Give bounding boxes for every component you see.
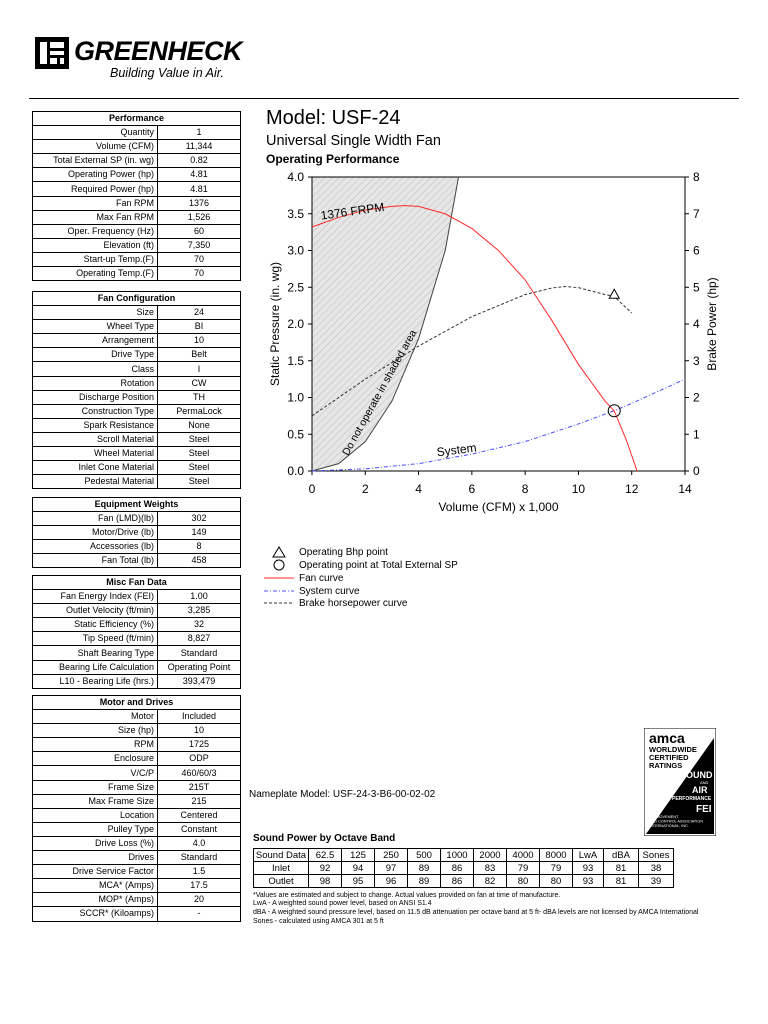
spec-value: Standard (158, 646, 241, 660)
y-axis-label: Static Pressure (in. wg) (268, 261, 282, 387)
table-row (33, 766, 241, 780)
sound-cell: 82 (474, 875, 507, 888)
spec-value: 1725 (158, 738, 241, 752)
table-row (33, 893, 241, 907)
spec-label: Static Efficiency (%) (33, 618, 158, 632)
amca-seal-text: SOUND (680, 770, 713, 780)
table-row (33, 390, 241, 404)
sound-power-title: Sound Power by Octave Band (253, 833, 396, 844)
table-row (254, 862, 674, 875)
y-tick-label: 2.5 (287, 280, 304, 295)
spec-label: Rotation (33, 376, 158, 390)
sound-power-table (253, 848, 674, 888)
y-tick-label: 1.0 (287, 390, 304, 405)
spec-value: BI (158, 320, 241, 334)
table-row (33, 710, 241, 724)
spec-label: Construction Type (33, 404, 158, 418)
operating-bhp-marker (609, 289, 619, 298)
spec-value: 32 (158, 618, 241, 632)
amca-seal-org-text: AND CONTROL ASSOCIATION (649, 819, 704, 824)
spec-value: PermaLock (158, 404, 241, 418)
x-tick-label: 0 (308, 482, 316, 496)
triangle-legend-icon (264, 546, 294, 558)
legend-item (264, 585, 360, 597)
spec-table-title: Motor and Drives (33, 696, 241, 710)
spec-label: Required Power (hp) (33, 182, 158, 196)
table-row (33, 752, 241, 766)
nameplate-model: Nameplate Model: USF-24-3-B6-00-02-02 (249, 789, 436, 800)
spec-table-title: Misc Fan Data (33, 576, 241, 590)
spec-label: MCA* (Amps) (33, 879, 158, 893)
spec-value: CW (158, 376, 241, 390)
spec-label: Pulley Type (33, 822, 158, 836)
amca-seal-word: amca (649, 730, 685, 746)
section-title: Operating Performance (266, 152, 400, 166)
spec-value: 20 (158, 893, 241, 907)
sound-cell: 93 (573, 862, 604, 875)
spec-label: Drive Service Factor (33, 865, 158, 879)
spec-value: 10 (158, 724, 241, 738)
table-row (33, 182, 241, 196)
spec-label: Fan (LMD)(lb) (33, 512, 158, 526)
amca-seal-text: FEI (696, 804, 712, 815)
spec-value: Constant (158, 822, 241, 836)
sound-cell: 79 (540, 862, 573, 875)
spec-label: Operating Power (hp) (33, 168, 158, 182)
sound-cell: 79 (507, 862, 540, 875)
table-row (33, 320, 241, 334)
x-tick-label: 6 (468, 482, 476, 496)
header-divider (29, 98, 739, 99)
system-curve-label: System (435, 440, 478, 460)
table-row (254, 875, 674, 888)
brand-tagline: Building Value in Air. (110, 66, 224, 80)
y2-tick-label: 0 (693, 464, 700, 478)
sound-cell: 80 (540, 875, 573, 888)
y2-tick-label: 4 (693, 317, 700, 331)
table-row (33, 154, 241, 168)
spec-table-performance (32, 111, 241, 281)
model-title: Model: USF-24 (266, 107, 401, 129)
table-row (33, 822, 241, 836)
spec-label: SCCR* (Kiloamps) (33, 907, 158, 921)
spec-value: - (158, 907, 241, 921)
sound-cell: 2000 (474, 849, 507, 862)
spec-value: 0.82 (158, 154, 241, 168)
table-row (33, 418, 241, 432)
legend-item (264, 559, 458, 571)
sound-cell: 4000 (507, 849, 540, 862)
sound-cell: 93 (573, 875, 604, 888)
spec-label: RPM (33, 738, 158, 752)
sound-cell: 98 (309, 875, 342, 888)
x-axis-label: Volume (CFM) x 1,000 (438, 500, 559, 514)
shaded-area-label: Do not operate in shaded area (340, 327, 420, 458)
spec-value: 460/60/3 (158, 766, 241, 780)
x-tick-label: 4 (415, 482, 422, 496)
spec-label: Fan RPM (33, 196, 158, 210)
spec-value: 1376 (158, 196, 241, 210)
x-tick-label: 10 (571, 482, 586, 496)
table-row (33, 461, 241, 475)
spec-value: Belt (158, 348, 241, 362)
sound-cell: 89 (408, 875, 441, 888)
spec-label: Tip Speed (ft/min) (33, 632, 158, 646)
spec-value: TH (158, 390, 241, 404)
table-row (33, 526, 241, 540)
table-row (33, 879, 241, 893)
sound-cell: 38 (639, 862, 674, 875)
spec-label: Shaft Bearing Type (33, 646, 158, 660)
spec-value: 1,526 (158, 210, 241, 224)
spec-label: Fan Total (lb) (33, 554, 158, 568)
table-row (33, 646, 241, 660)
brand-name: GREENHECK (74, 36, 243, 66)
spec-label: Drives (33, 851, 158, 865)
sound-cell: 96 (375, 875, 408, 888)
spec-value: 60 (158, 224, 241, 238)
amca-certified-seal (644, 728, 716, 836)
spec-value: 24 (158, 306, 241, 320)
table-row (33, 447, 241, 461)
spec-value: Steel (158, 432, 241, 446)
table-row (33, 475, 241, 489)
table-row (33, 126, 241, 140)
fan-performance-chart (262, 165, 722, 517)
spec-label: Max Fan RPM (33, 210, 158, 224)
spec-label: L10 - Bearing Life (hrs.) (33, 674, 158, 688)
table-row (33, 512, 241, 526)
spec-label: Wheel Material (33, 447, 158, 461)
y2-tick-label: 3 (693, 353, 700, 368)
sound-cell: 39 (639, 875, 674, 888)
table-row (33, 140, 241, 154)
spec-label: Wheel Type (33, 320, 158, 334)
spec-label: Spark Resistance (33, 418, 158, 432)
spec-label: Oper. Frequency (Hz) (33, 224, 158, 238)
table-row (33, 252, 241, 266)
spec-value: 17.5 (158, 879, 241, 893)
spec-value: 1.00 (158, 590, 241, 604)
sound-note: *Values are estimated and subject to change. Actual values provided on fan at time of manufacture. (253, 892, 561, 899)
spec-label: Drive Type (33, 348, 158, 362)
table-row (33, 224, 241, 238)
y-tick-label: 4.0 (287, 170, 304, 184)
spec-label: Inlet Cone Material (33, 461, 158, 475)
spec-label: Accessories (lb) (33, 540, 158, 554)
spec-table-fan-configuration (32, 291, 241, 489)
y2-tick-label: 8 (693, 170, 700, 184)
spec-label: Quantity (33, 126, 158, 140)
greenheck-logo-icon (34, 36, 70, 70)
table-row (33, 604, 241, 618)
table-row (33, 362, 241, 376)
spec-value: 1.5 (158, 865, 241, 879)
sound-cell: 125 (342, 849, 375, 862)
spec-label: MOP* (Amps) (33, 893, 158, 907)
spec-label: Outlet Velocity (ft/min) (33, 604, 158, 618)
sound-cell: Inlet (254, 862, 309, 875)
spec-label: Motor/Drive (lb) (33, 526, 158, 540)
sound-note: Sones - calculated using AMCA 301 at 5 ft (253, 918, 384, 925)
legend-label: Operating Bhp point (299, 546, 388, 558)
spec-label: Start-up Temp.(F) (33, 252, 158, 266)
table-row (33, 632, 241, 646)
spec-label: Bearing Life Calculation (33, 660, 158, 674)
sound-note: LwA - A weighted sound power level, based on ANSI S1.4 (253, 900, 432, 907)
sound-cell: 92 (309, 862, 342, 875)
sound-header-row (254, 849, 674, 862)
x-tick-label: 2 (361, 482, 369, 496)
black-dashed-legend-icon (264, 597, 294, 609)
spec-value: 4.81 (158, 168, 241, 182)
legend-item (264, 597, 407, 609)
spec-value: 7,350 (158, 238, 241, 252)
spec-value: 4.81 (158, 182, 241, 196)
sound-cell: LwA (573, 849, 604, 862)
table-row (33, 168, 241, 182)
sound-note: dBA - A weighted sound pressure level, based on 11.5 dB attenuation per octave band at 5 ft- dBA levels are not licensed by AMCA International (253, 909, 699, 916)
table-row (33, 724, 241, 738)
spec-value: 10 (158, 334, 241, 348)
sound-cell: Outlet (254, 875, 309, 888)
amca-seal-text: AIR (692, 785, 708, 795)
spec-label: Discharge Position (33, 390, 158, 404)
amca-seal-text: AND (700, 780, 709, 785)
spec-label: Fan Energy Index (FEI) (33, 590, 158, 604)
spec-label: Size (hp) (33, 724, 158, 738)
spec-label: Frame Size (33, 780, 158, 794)
spec-value: ODP (158, 752, 241, 766)
x-tick-label: 14 (678, 482, 692, 496)
table-row (33, 865, 241, 879)
sound-cell: Sound Data (254, 849, 309, 862)
table-row (33, 851, 241, 865)
table-row (33, 334, 241, 348)
spec-value: Steel (158, 461, 241, 475)
spec-label: Operating Temp.(F) (33, 267, 158, 281)
table-row (33, 348, 241, 362)
spec-value: 215T (158, 780, 241, 794)
legend-label: Operating point at Total External SP (299, 559, 458, 571)
amca-seal-org-text: INTERNATIONAL, INC. (649, 824, 689, 828)
spec-table-title: Fan Configuration (33, 292, 241, 306)
sound-cell: 8000 (540, 849, 573, 862)
amca-seal-text: PERFORMANCE (672, 796, 712, 802)
table-row (33, 836, 241, 850)
spec-label: Enclosure (33, 752, 158, 766)
y-tick-label: 0.5 (287, 427, 304, 442)
y-tick-label: 3.0 (287, 243, 304, 258)
sound-cell: 500 (408, 849, 441, 862)
spec-value: 11,344 (158, 140, 241, 154)
spec-value: 8 (158, 540, 241, 554)
shaded-stall-region (312, 177, 459, 471)
amca-seal-text: CERTIFIED (649, 753, 689, 762)
amca-seal-text: WORLDWIDE (649, 745, 697, 754)
table-row (33, 554, 241, 568)
x-tick-label: 8 (521, 482, 529, 496)
spec-label: Motor (33, 710, 158, 724)
table-row (33, 808, 241, 822)
table-row (33, 376, 241, 390)
spec-label: Location (33, 808, 158, 822)
table-row (33, 540, 241, 554)
sound-cell: 1000 (441, 849, 474, 862)
sound-cell: 83 (474, 862, 507, 875)
spec-value: Steel (158, 475, 241, 489)
table-row (33, 432, 241, 446)
table-row (33, 404, 241, 418)
spec-value: Operating Point (158, 660, 241, 674)
spec-label: Max Frame Size (33, 794, 158, 808)
spec-value: Included (158, 710, 241, 724)
sound-cell: 62.5 (309, 849, 342, 862)
spec-label: V/C/P (33, 766, 158, 780)
legend-label: Fan curve (299, 572, 344, 584)
sound-cell: 94 (342, 862, 375, 875)
model-subtitle: Universal Single Width Fan (266, 133, 441, 149)
spec-value: 4.0 (158, 836, 241, 850)
spec-label: Scroll Material (33, 432, 158, 446)
sound-cell: 81 (604, 875, 639, 888)
spec-value: None (158, 418, 241, 432)
spec-value: 302 (158, 512, 241, 526)
y2-tick-label: 2 (693, 390, 700, 405)
sound-cell: 80 (507, 875, 540, 888)
table-row (33, 267, 241, 281)
sound-cell: 86 (441, 875, 474, 888)
y2-tick-label: 5 (693, 280, 700, 295)
spec-value: 149 (158, 526, 241, 540)
legend-label: Brake horsepower curve (299, 597, 408, 609)
spec-label: Arrangement (33, 334, 158, 348)
spec-table-title: Equipment Weights (33, 498, 241, 512)
sound-cell: 81 (604, 862, 639, 875)
spec-label: Volume (CFM) (33, 140, 158, 154)
spec-value: 8,827 (158, 632, 241, 646)
table-row (33, 674, 241, 688)
circle-legend-icon (264, 559, 294, 571)
spec-value: Standard (158, 851, 241, 865)
x-tick-label: 12 (625, 482, 639, 496)
y2-tick-label: 6 (693, 243, 700, 258)
spec-label: Class (33, 362, 158, 376)
sound-cell: 86 (441, 862, 474, 875)
table-row (33, 660, 241, 674)
table-row (33, 618, 241, 632)
y-tick-label: 2.0 (287, 317, 304, 331)
sound-cell: Sones (639, 849, 674, 862)
spec-value: Steel (158, 447, 241, 461)
spec-label: Drive Loss (%) (33, 836, 158, 850)
red-line-legend-icon (264, 572, 294, 584)
y2-tick-label: 7 (693, 206, 700, 221)
legend-label: System curve (299, 585, 360, 597)
table-row (33, 196, 241, 210)
spec-table-motor-and-drives (32, 695, 241, 922)
table-row (33, 590, 241, 604)
table-row (33, 306, 241, 320)
spec-label: Size (33, 306, 158, 320)
spec-value: Centered (158, 808, 241, 822)
spec-value: 215 (158, 794, 241, 808)
sound-cell: 97 (375, 862, 408, 875)
spec-value: 1 (158, 126, 241, 140)
spec-value: 70 (158, 252, 241, 266)
table-row (33, 907, 241, 921)
amca-seal-org-text: AIR MOVEMENT (649, 815, 679, 819)
spec-value: I (158, 362, 241, 376)
fan-curve-label: 1376 FRPM (319, 199, 386, 223)
amca-seal-text: RATINGS (649, 761, 683, 770)
spec-table-title: Performance (33, 112, 241, 126)
y2-axis-label: Brake Power (hp) (705, 277, 719, 371)
legend-item (264, 572, 343, 584)
table-row (33, 780, 241, 794)
spec-label: Elevation (ft) (33, 238, 158, 252)
table-row (33, 238, 241, 252)
spec-table-equipment-weights (32, 497, 241, 568)
table-row (33, 210, 241, 224)
spec-value: 3,285 (158, 604, 241, 618)
spec-label: Total External SP (in. wg) (33, 154, 158, 168)
spec-value: 70 (158, 267, 241, 281)
spec-table-misc-fan-data (32, 575, 241, 689)
spec-value: 393,479 (158, 674, 241, 688)
y-tick-label: 0.0 (287, 464, 304, 478)
table-row (33, 738, 241, 752)
sound-cell: 250 (375, 849, 408, 862)
legend-item (264, 546, 388, 558)
sound-cell: 89 (408, 862, 441, 875)
spec-label: Pedestal Material (33, 475, 158, 489)
y2-tick-label: 1 (693, 427, 700, 442)
y-tick-label: 3.5 (287, 206, 304, 221)
sound-cell: dBA (604, 849, 639, 862)
table-row (33, 794, 241, 808)
y-tick-label: 1.5 (287, 353, 304, 368)
sound-cell: 95 (342, 875, 375, 888)
blue-dashdot-legend-icon (264, 585, 294, 597)
spec-value: 458 (158, 554, 241, 568)
